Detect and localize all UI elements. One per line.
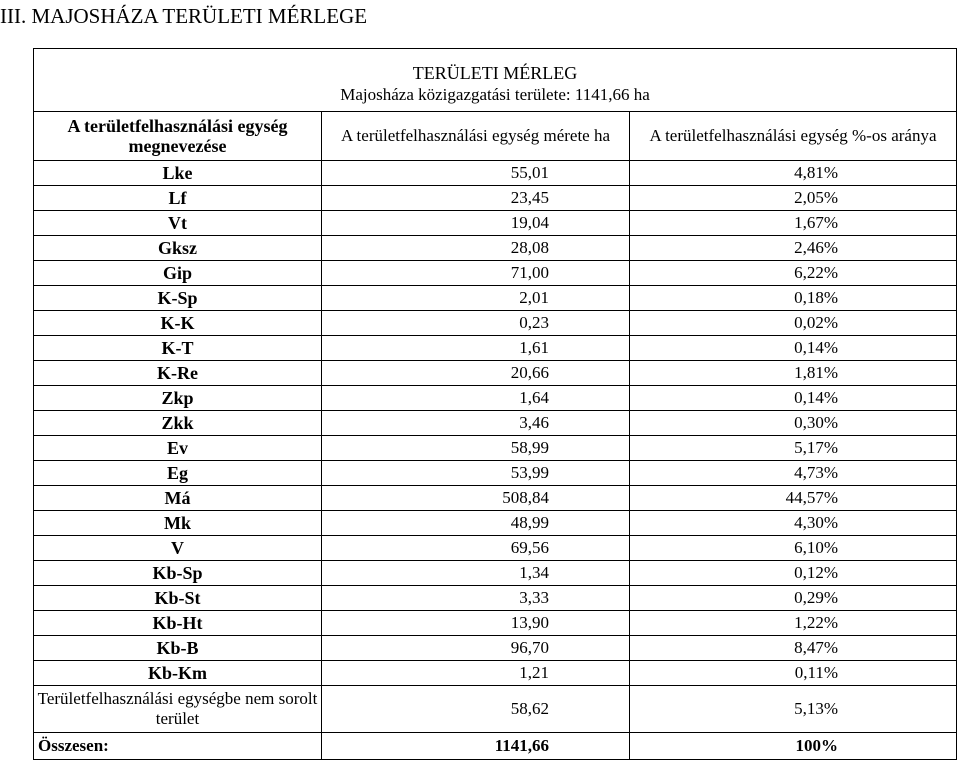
total-label: Összesen: xyxy=(34,733,322,760)
cell-area: 28,08 xyxy=(322,236,630,261)
table-row xyxy=(34,611,957,636)
cell-unit-name: Kb-Sp xyxy=(34,561,322,586)
table-subtitle: Majosháza közigazgatási területe: 1141,66 ha xyxy=(340,85,650,104)
cell-percent: 0,14% xyxy=(630,386,957,411)
table-title-row xyxy=(34,49,957,112)
table-row xyxy=(34,186,957,211)
cell-area: 13,90 xyxy=(322,611,630,636)
cell-percent: 4,81% xyxy=(630,161,957,186)
cell-area: 55,01 xyxy=(322,161,630,186)
cell-unit-name: Kb-St xyxy=(34,586,322,611)
cell-percent: 5,13% xyxy=(630,686,957,733)
cell-area: 508,84 xyxy=(322,486,630,511)
cell-unit-name: Eg xyxy=(34,461,322,486)
table-row xyxy=(34,336,957,361)
table-title: TERÜLETI MÉRLEG xyxy=(412,63,578,83)
cell-area: 1,34 xyxy=(322,561,630,586)
cell-percent: 0,30% xyxy=(630,411,957,436)
cell-unit-name: Zkp xyxy=(34,386,322,411)
cell-area: 23,45 xyxy=(322,186,630,211)
cell-percent: 6,10% xyxy=(630,536,957,561)
column-header-area: A területfelhasználási egység mérete ha xyxy=(322,112,630,161)
cell-unit-name: Mk xyxy=(34,511,322,536)
cell-percent: 4,30% xyxy=(630,511,957,536)
cell-percent: 5,17% xyxy=(630,436,957,461)
cell-unit-name: Kb-Ht xyxy=(34,611,322,636)
cell-percent: 4,73% xyxy=(630,461,957,486)
cell-unit-name: Kb-B xyxy=(34,636,322,661)
cell-percent: 0,11% xyxy=(630,661,957,686)
table-row-total xyxy=(34,733,957,760)
cell-unit-name: Ev xyxy=(34,436,322,461)
page-title: III. MAJOSHÁZA TERÜLETI MÉRLEGE xyxy=(0,4,368,28)
cell-percent: 0,29% xyxy=(630,586,957,611)
cell-percent: 0,18% xyxy=(630,286,957,311)
total-percent: 100% xyxy=(630,733,957,760)
cell-percent: 44,57% xyxy=(630,486,957,511)
cell-area: 1,64 xyxy=(322,386,630,411)
cell-unit-name: K-K xyxy=(34,311,322,336)
table-row xyxy=(34,261,957,286)
table-row xyxy=(34,486,957,511)
cell-unit-name: K-T xyxy=(34,336,322,361)
cell-percent: 0,02% xyxy=(630,311,957,336)
table-row xyxy=(34,561,957,586)
cell-unit-name: Kb-Km xyxy=(34,661,322,686)
cell-area: 1,21 xyxy=(322,661,630,686)
cell-unit-name: Gksz xyxy=(34,236,322,261)
table-title-cell xyxy=(34,49,957,112)
cell-area: 58,99 xyxy=(322,436,630,461)
table-row xyxy=(34,236,957,261)
table-row xyxy=(34,161,957,186)
cell-percent: 6,22% xyxy=(630,261,957,286)
cell-percent: 0,14% xyxy=(630,336,957,361)
table-row xyxy=(34,511,957,536)
cell-area: 96,70 xyxy=(322,636,630,661)
cell-unit-name: Lf xyxy=(34,186,322,211)
table-row xyxy=(34,586,957,611)
cell-area: 19,04 xyxy=(322,211,630,236)
total-area: 1141,66 xyxy=(322,733,630,760)
table-row xyxy=(34,661,957,686)
cell-area: 3,46 xyxy=(322,411,630,436)
cell-percent: 1,22% xyxy=(630,611,957,636)
cell-percent: 0,12% xyxy=(630,561,957,586)
table-row xyxy=(34,286,957,311)
cell-unit-name: Vt xyxy=(34,211,322,236)
table-row-unclassified xyxy=(34,686,957,733)
cell-percent: 2,46% xyxy=(630,236,957,261)
cell-unit-name: V xyxy=(34,536,322,561)
table-row xyxy=(34,636,957,661)
table-row xyxy=(34,411,957,436)
cell-area: 2,01 xyxy=(322,286,630,311)
cell-area: 20,66 xyxy=(322,361,630,386)
cell-area: 58,62 xyxy=(322,686,630,733)
cell-unit-name: K-Sp xyxy=(34,286,322,311)
cell-percent: 2,05% xyxy=(630,186,957,211)
column-header-name: A területfelhasználási egység megnevezése xyxy=(34,112,322,161)
cell-area: 1,61 xyxy=(322,336,630,361)
land-balance-table xyxy=(33,48,957,760)
cell-percent: 1,67% xyxy=(630,211,957,236)
table-row xyxy=(34,386,957,411)
table-row xyxy=(34,311,957,336)
cell-unit-name: Területfelhasználási egységbe nem sorolt terület xyxy=(34,686,322,733)
table-row xyxy=(34,536,957,561)
cell-area: 69,56 xyxy=(322,536,630,561)
column-header-row xyxy=(34,112,957,161)
cell-area: 71,00 xyxy=(322,261,630,286)
cell-area: 48,99 xyxy=(322,511,630,536)
table-row xyxy=(34,461,957,486)
cell-area: 0,23 xyxy=(322,311,630,336)
cell-unit-name: Gip xyxy=(34,261,322,286)
table-row xyxy=(34,436,957,461)
cell-unit-name: Zkk xyxy=(34,411,322,436)
cell-area: 53,99 xyxy=(322,461,630,486)
column-header-percent: A területfelhasználási egység %-os aránya xyxy=(630,112,957,161)
cell-unit-name: Má xyxy=(34,486,322,511)
cell-area: 3,33 xyxy=(322,586,630,611)
table-row xyxy=(34,211,957,236)
cell-unit-name: Lke xyxy=(34,161,322,186)
cell-unit-name: K-Re xyxy=(34,361,322,386)
table-row xyxy=(34,361,957,386)
cell-percent: 1,81% xyxy=(630,361,957,386)
cell-percent: 8,47% xyxy=(630,636,957,661)
